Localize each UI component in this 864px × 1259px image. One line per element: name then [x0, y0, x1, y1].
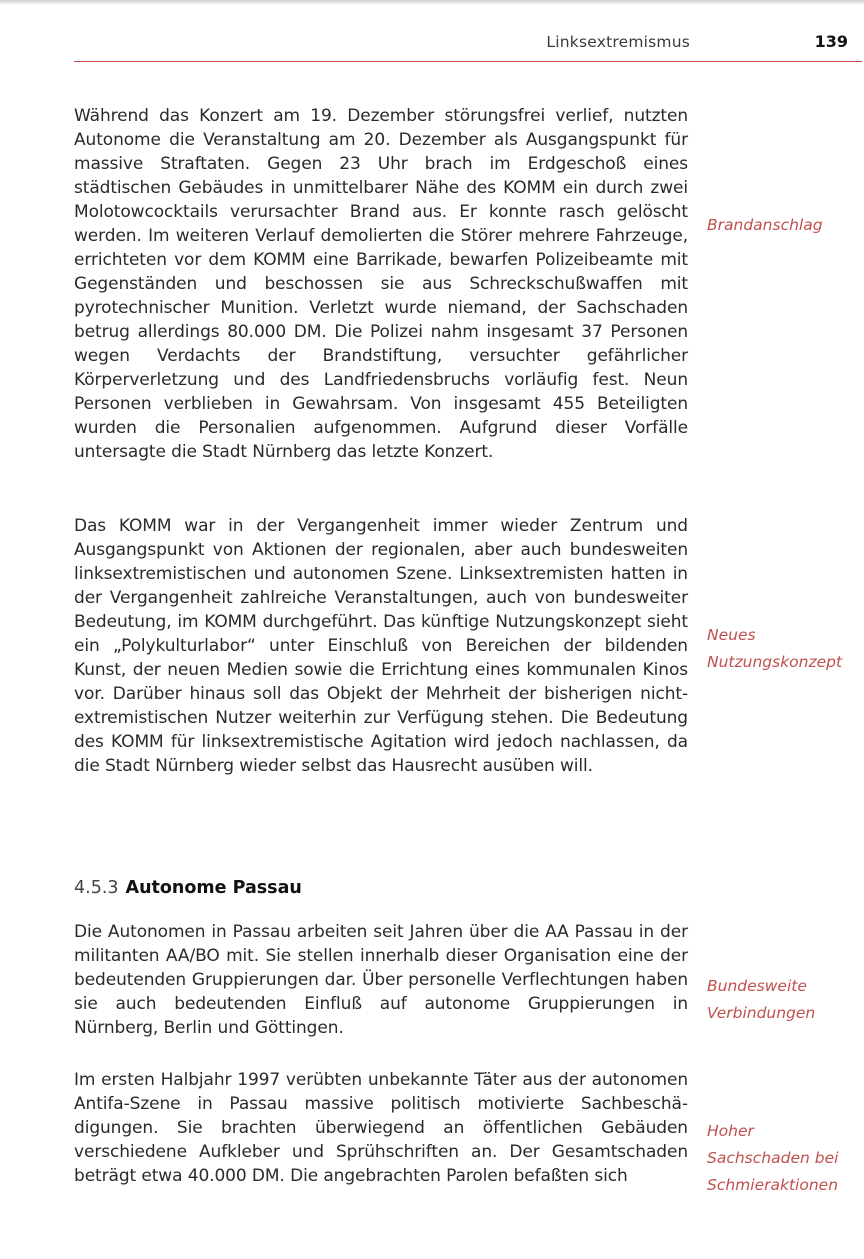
body-paragraph-4: Im ersten Halbjahr 1997 verübten unbekannte Täter aus der autonomen Antifa-Szene in Passau massive politisch motivierte Sachbeschädigungen. Sie brachten überwiegend an öffentlichen Gebäuden verschiedene Aufkleber und Sprühschriften an. Der Gesamtschaden beträgt etwa 40.000 DM. Die angebrachten Parolen befaßten sich [74, 1070, 688, 1186]
margin-note-verbindungen: Bundesweite Verbindungen [707, 977, 816, 1022]
section-heading [74, 878, 302, 898]
running-header-title: Linksextremismus [546, 33, 690, 51]
page-number: 139 [814, 32, 848, 51]
margin-note-nutzungskonzept: Neues Nutzungskonzept [707, 626, 843, 671]
body-paragraph-1: Während das Konzert am 19. Dezember störungsfrei verlief, nutzten Autonome die Veranstaltung am 20. Dezember als Ausgangspunkt für massive Straftaten. Gegen 23 Uhr brach im Erdgeschoß eines städtischen Gebäudes in unmittelbarer Nähe des KOMM ein durch zwei Molotowcocktails verursachter Brand aus. Er konnte rasch gelöscht werden. Im weiteren Verlauf demolierten die Störer mehrere Fahrzeuge, errichteten vor dem KOMM eine Barrikade, bewarfen Polizeibeamte mit Gegenständen und beschossen sie aus Schreckschußwaffen mit pyrotechnischer Munition. Verletzt wurde niemand, der Sachschaden betrug allerdings 80.000 DM. Die Polizei nahm insgesamt 37 Personen wegen Verdachts der Brandstiftung, versuchter gefährlicher Körperverletzung und des Landfriedensbruchs vorläufig fest. Neun Personen verblieben in Gewahrsam. Von insgesamt 455 Beteiligten wurden die Personalien aufgenommen. Aufgrund dieser Vorfälle untersagte die Stadt Nürnberg das letzte Konzert. [74, 106, 688, 462]
section-title: Autonome Passau [125, 878, 302, 898]
margin-note-sachschaden: Hoher Sachschaden bei Schmieraktionen [707, 1122, 839, 1194]
section-number: 4.5.3 [74, 878, 119, 898]
body-paragraph-2: Das KOMM war in der Vergangenheit immer wieder Zentrum und Ausgangspunkt von Aktionen der regionalen, aber auch bundesweiten linksextremistischen und autonomen Szene. Linksextremisten hatten in der Vergangenheit zahlreiche Veranstaltungen, auch von bundesweiter Bedeutung, im KOMM durchgeführt. Das künftige Nutzungskonzept sieht ein „Polykulturlabor“ unter Einschluß von Bereichen der bildenden Kunst, der neuen Medien sowie die Errichtung eines kommunalen Kinos vor. Darüber hinaus soll das Objekt der Mehrheit der bisherigen nicht-extremistischen Nutzer weiterhin zur Verfügung stehen. Die Bedeutung des KOMM für linksextremistische Agitation wird jedoch nachlassen, da die Stadt Nürnberg wieder selbst das Hausrecht ausüben will. [74, 516, 688, 776]
page-top-shadow [0, 0, 864, 5]
header-rule [74, 61, 862, 62]
body-paragraph-3: Die Autonomen in Passau arbeiten seit Jahren über die AA Passau in der militanten AA/BO mit. Sie stellen innerhalb dieser Organisation eine der bedeutenden Gruppierungen dar. Über personelle Verflechtungen haben sie auch bedeutenden Einfluß auf autonome Gruppierungen in Nürnberg, Berlin und Göttingen. [74, 922, 688, 1038]
running-header [74, 33, 862, 57]
margin-note-brandanschlag: Brandanschlag [707, 216, 823, 234]
